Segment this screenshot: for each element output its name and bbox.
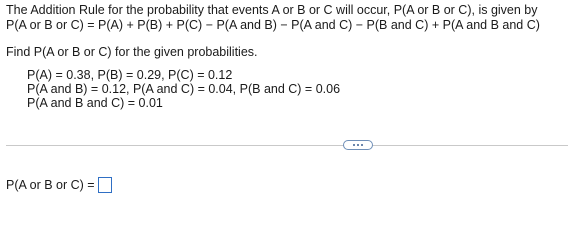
addition-rule-formula: P(A or B or C) = P(A) + P(B) + P(C) − P(A and B) − P(A and C) − P(B and C) + P(A and B and C) (6, 18, 540, 32)
given-line-1: P(A) = 0.38, P(B) = 0.29, P(C) = 0.12 (27, 68, 233, 82)
ellipsis-icon (353, 144, 363, 146)
problem-intro (6, 3, 568, 33)
instruction-text: Find P(A or B or C) for the given probabilities. (6, 45, 258, 59)
given-probabilities (27, 68, 340, 110)
intro-line-1: The Addition Rule for the probability that events A or B or C will occur, P(A or B or C), is given by (6, 3, 538, 17)
given-line-3: P(A and B and C) = 0.01 (27, 96, 163, 110)
answer-row (6, 177, 112, 193)
expand-more-button[interactable] (343, 140, 373, 150)
section-divider (6, 145, 568, 146)
answer-input[interactable] (98, 177, 112, 193)
answer-label: P(A or B or C) = (6, 178, 95, 192)
given-line-2: P(A and B) = 0.12, P(A and C) = 0.04, P(B and C) = 0.06 (27, 82, 341, 96)
